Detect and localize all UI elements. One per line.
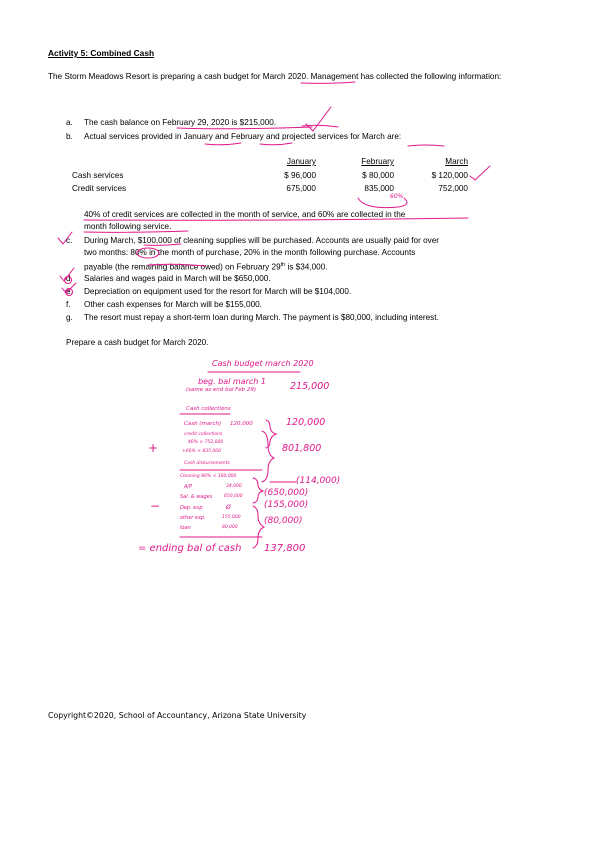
cash-february: $ 80,000: [362, 171, 394, 180]
hw-ending-label: = ending bal of cash: [138, 543, 242, 554]
hw-beg-sub: (same as end bal Feb 29): [186, 387, 257, 393]
credit-february: 835,000: [364, 184, 394, 193]
item-e-letter: e.: [66, 287, 73, 296]
hw-disb-row-label: loan: [180, 525, 191, 531]
item-c-superscript: th: [280, 262, 286, 268]
hw-disb-total: (155,000): [264, 500, 309, 510]
hw-plus-sign: +: [148, 441, 159, 455]
hw-disb-row-value: 650,000: [224, 494, 243, 499]
item-g-letter: g.: [66, 313, 73, 322]
hw-credit-label: credit collections: [184, 432, 223, 437]
item-f-text: Other cash expenses for March will be $155,000.: [84, 300, 262, 309]
hw-disb-row-label: other exp.: [180, 515, 206, 521]
item-c-line3-text: payable (the remaining balance owed) on February 29: [84, 262, 281, 272]
item-c-line1: During March, $100,000 of cleaning supplies will be purchased. Accounts are usually paid for over: [84, 236, 439, 245]
mark-projected: [302, 125, 338, 127]
credit-note-line2: month following service.: [84, 222, 172, 231]
hw-cash-march-total: 120,000: [286, 417, 326, 428]
underline-january: [205, 143, 241, 145]
underline-february: [260, 143, 292, 145]
hw-cash-march-label: Cash (march): [184, 421, 222, 427]
credit-january: 675,000: [286, 184, 316, 193]
hw-disb-row-value: Ø: [226, 504, 231, 511]
copyright-footer: Copyright©2020, School of Accountancy, Arizona State University: [48, 711, 307, 720]
hw-disb-row-value: 34,000: [226, 484, 242, 489]
hw-disb-row-label: Cleaning 80% × 100,000: [180, 474, 237, 479]
brace-cash: [266, 420, 276, 448]
item-e-text: Depreciation on equipment used for the resort for March will be $104,000.: [84, 287, 352, 296]
brace-credit: [262, 431, 274, 482]
hw-collections-label: Cash collections: [186, 406, 231, 412]
checkmark-march-cash: [470, 166, 490, 180]
hw-ending-amount: 137,800: [264, 543, 306, 554]
activity-title: Activity 5: Combined Cash: [48, 48, 155, 58]
item-a-text: The cash balance on February 29, 2020 is $215,000.: [84, 118, 277, 127]
hw-heading: Cash budget march 2020: [212, 359, 314, 368]
header-february: February: [361, 157, 394, 166]
hw-credit-line2: +60% × 835,000: [182, 449, 222, 454]
row-label-credit: Credit services: [72, 184, 127, 193]
hw-disb-row-label: A/P: [184, 484, 193, 490]
hw-disb-row-value: 155,000: [222, 515, 241, 520]
item-c-line3: [84, 260, 328, 273]
hw-disb-row-value: 80,000: [222, 525, 238, 530]
hw-beg-amount: 215,000: [290, 381, 330, 392]
hw-credit-line1: 40% × 752,000: [188, 440, 224, 445]
cash-march: $ 120,000: [431, 171, 468, 180]
prompt-text: Prepare a cash budget for March 2020.: [66, 338, 209, 347]
item-d-letter: d.: [66, 274, 73, 283]
cash-january: $ 96,000: [284, 171, 316, 180]
header-january: January: [286, 157, 316, 166]
item-c-line3-end: is $34,000.: [285, 262, 328, 272]
hw-disb-total: (114,000): [296, 476, 341, 486]
hw-minus-sign: −: [150, 499, 161, 513]
item-g-text: The resort must repay a short-term loan during March. The payment is $80,000, including interest.: [84, 313, 439, 322]
hw-disb-label: Cash disbursements: [184, 461, 230, 466]
item-a-letter: a.: [66, 118, 73, 127]
brace-cleaning: [253, 478, 263, 503]
credit-march: 752,000: [438, 184, 468, 193]
header-march: March: [445, 157, 468, 166]
item-c-line2: two months: 80% in the month of purchase, 20% in the month following purchase. Accounts: [84, 248, 416, 257]
intro-paragraph: The Storm Meadows Resort is preparing a cash budget for March 2020. Management has collected the following information:: [48, 72, 502, 81]
credit-note-line1: 40% of credit services are collected in the month of service, and 60% are collected in the: [84, 210, 406, 219]
hw-disb-total: (650,000): [264, 488, 309, 498]
brace-other: [253, 506, 264, 548]
item-b-text: Actual services provided in January and February and projected services for March are:: [84, 132, 402, 141]
item-b-letter: b.: [66, 132, 73, 141]
hw-disb-total: (80,000): [264, 516, 303, 526]
checkmark-a: [306, 107, 331, 131]
underline-march-2020: [301, 82, 355, 83]
mark-march-header: [408, 145, 444, 146]
hw-disb-row-label: Dep. exp: [180, 505, 203, 511]
item-d-text: Salaries and wages paid in March will be $650,000.: [84, 274, 271, 283]
hw-disb-row-label: Sal. & wages: [180, 494, 213, 500]
hw-credit-total: 801,800: [282, 443, 322, 454]
hw-cash-march-value: 120,000: [230, 421, 253, 427]
hw-beg-label: beg. bal march 1: [198, 377, 266, 386]
hw-pct-note: 60%: [390, 193, 404, 200]
item-f-letter: f.: [66, 300, 71, 309]
row-label-cash: Cash services: [72, 171, 124, 180]
item-c-letter: c.: [66, 236, 73, 245]
